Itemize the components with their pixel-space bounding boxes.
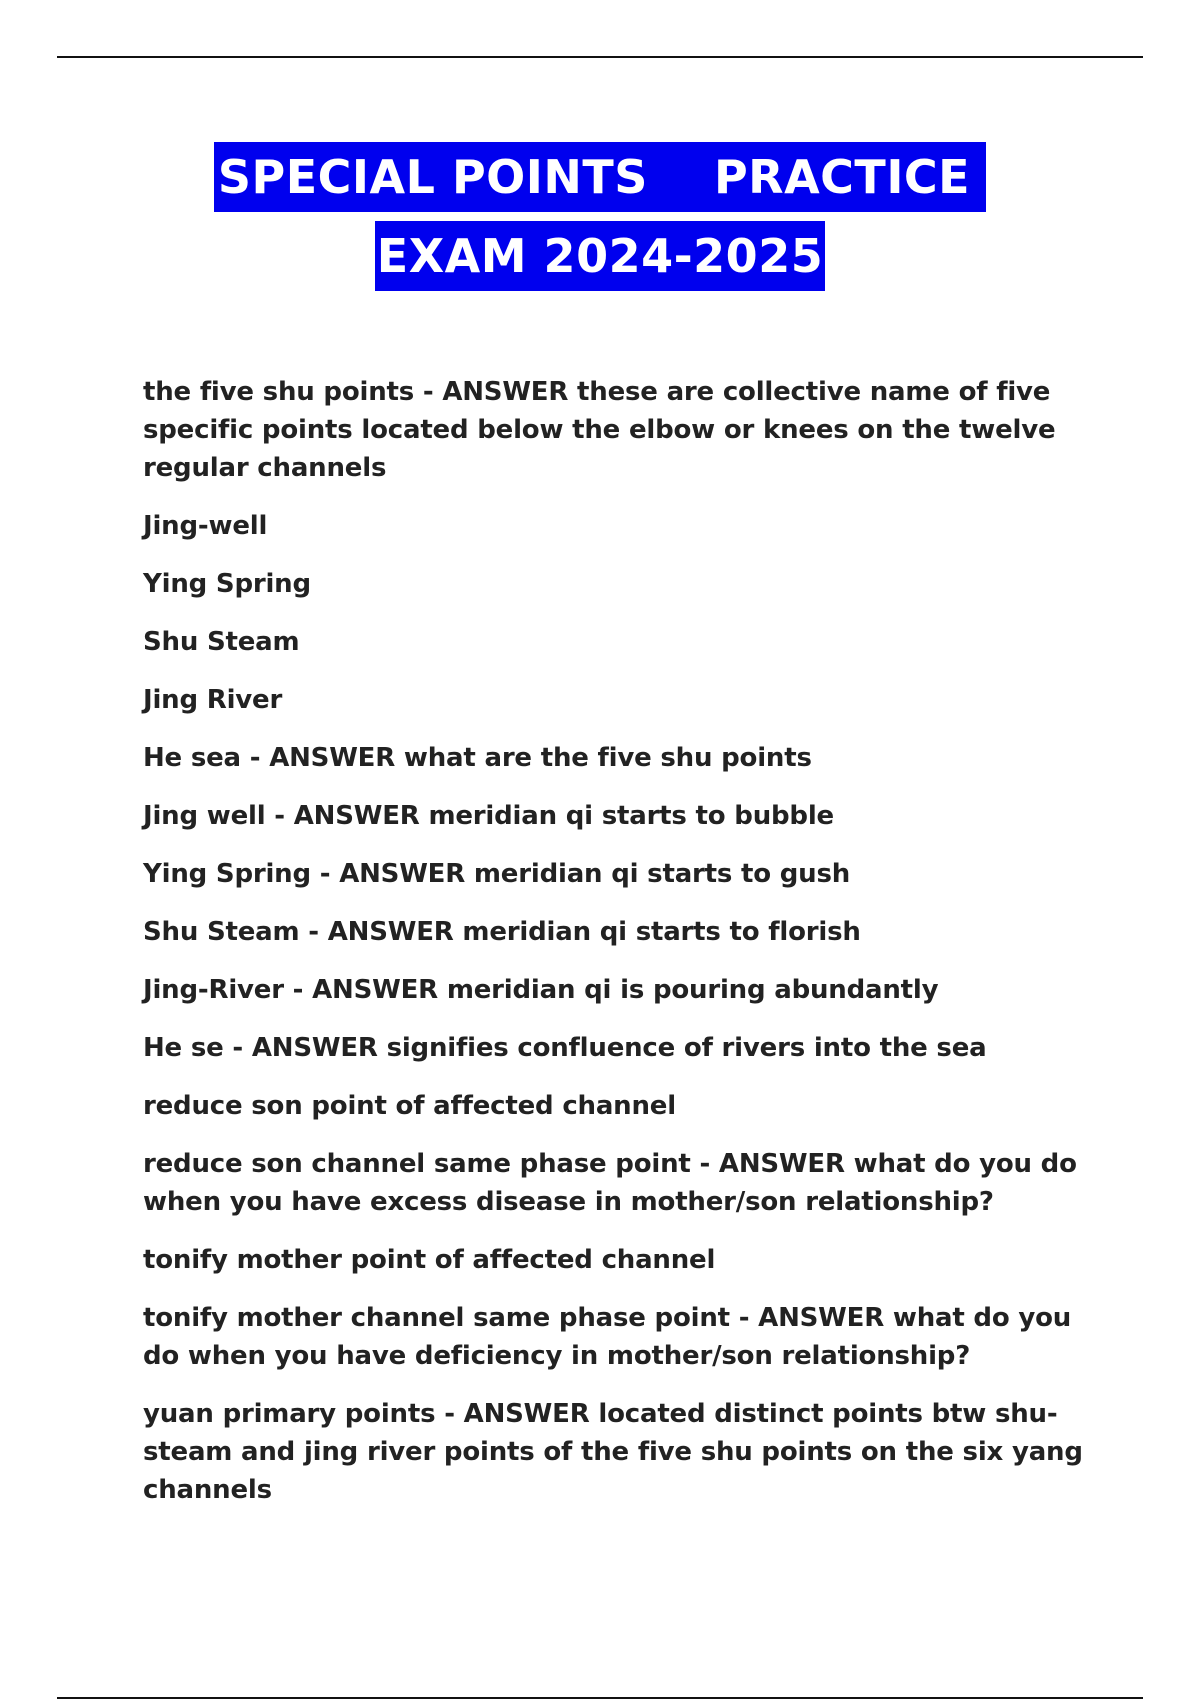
qa-paragraph: reduce son channel same phase point - ANSWER what do you do when you have excess disease in mother/son relationship?	[143, 1149, 1077, 1217]
title-line-2: EXAM 2024-2025	[375, 221, 825, 291]
qa-paragraph: He sea - ANSWER what are the five shu points	[143, 743, 812, 773]
title-line-1: SPECIAL POINTS PRACTICE	[214, 142, 986, 212]
qa-paragraph: Ying Spring - ANSWER meridian qi starts to gush	[143, 859, 851, 889]
top-rule	[57, 56, 1143, 58]
qa-paragraph: Shu Steam	[143, 627, 300, 657]
document-title	[0, 142, 1200, 291]
qa-content	[143, 373, 1103, 1529]
qa-paragraph: Ying Spring	[143, 569, 311, 599]
qa-paragraph: tonify mother channel same phase point - ANSWER what do you do when you have deficiency in mother/son relationship?	[143, 1303, 1072, 1371]
qa-paragraph: Jing-well	[143, 511, 268, 541]
qa-paragraph: Jing well - ANSWER meridian qi starts to bubble	[143, 801, 834, 831]
qa-paragraph: He se - ANSWER signifies confluence of rivers into the sea	[143, 1033, 987, 1063]
qa-paragraph: yuan primary points - ANSWER located distinct points btw shu-steam and jing river points of the five shu points on the six yang channels	[143, 1399, 1083, 1505]
qa-paragraph: Jing River	[143, 685, 283, 715]
qa-paragraph: the five shu points - ANSWER these are collective name of five specific points located below the elbow or knees on the twelve regular channels	[143, 377, 1056, 483]
qa-paragraph: tonify mother point of affected channel	[143, 1245, 716, 1275]
bottom-rule	[57, 1697, 1143, 1699]
qa-paragraph: Jing-River - ANSWER meridian qi is pouring abundantly	[143, 975, 939, 1005]
qa-paragraph: Shu Steam - ANSWER meridian qi starts to florish	[143, 917, 861, 947]
qa-paragraph: reduce son point of affected channel	[143, 1091, 676, 1121]
